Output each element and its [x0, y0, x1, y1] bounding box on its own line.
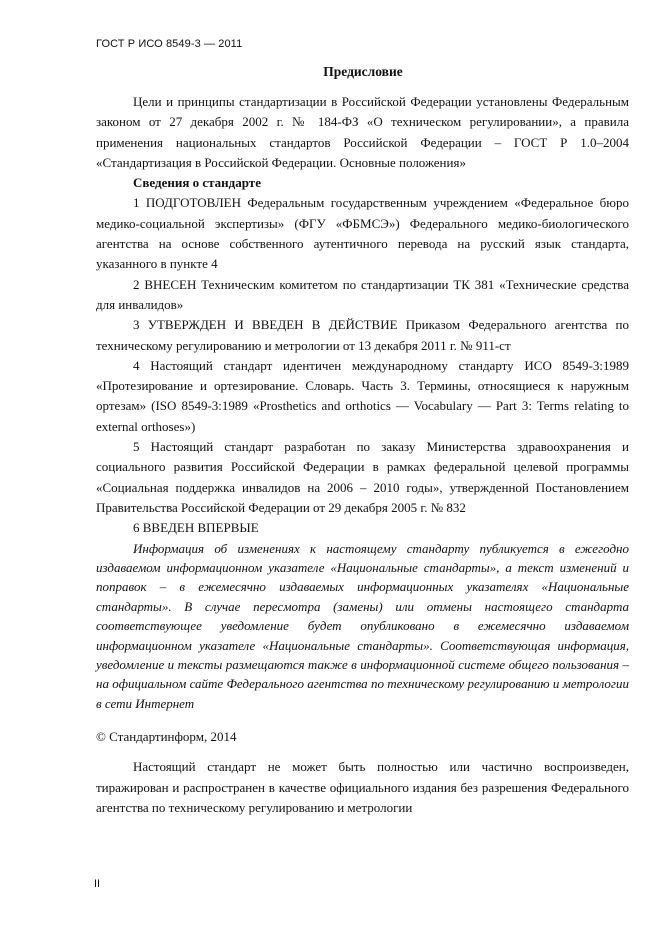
item-6-paragraph: 6 ВВЕДЕН ВПЕРВЫЕ — [133, 520, 259, 536]
copyright-line: © Стандартинформ, 2014 — [96, 729, 237, 745]
page-title — [0, 64, 662, 80]
intro-paragraph: Цели и принципы стандартизации в Российской Федерации установлены Федеральным законом от 27 декабря 2002 г. № 184-ФЗ «О техническом регулировании», а правила применения национальных стандартов Российской Федерации – ГОСТ Р 1.0–2004 «Стандартизация в Российской Федерации. Основные положения» — [96, 94, 629, 170]
item-2-paragraph: 2 ВНЕСЕН Техническим комитетом по стандартизации ТК 381 «Технические средства для инвалидов» — [96, 276, 629, 312]
section-heading: Сведения о стандарте — [133, 175, 261, 191]
document-header-id: ГОСТ Р ИСО 8549-3 — 2011 — [96, 38, 243, 50]
page-number: II — [94, 878, 101, 890]
reproduction-notice: Настоящий стандарт не может быть полностью или частично воспроизведен, тиражирован и распространен в качестве официального издания без разрешения Федерального агентства по техническому регулированию и метрологии — [96, 759, 629, 816]
page-title-text: Предисловие — [323, 64, 403, 79]
item-3-paragraph: 3 УТВЕРЖДЕН И ВВЕДЕН В ДЕЙСТВИЕ Приказом Федерального агентства по техническому регулированию и метрологии от 13 декабря 2011 г. № 911-ст — [96, 317, 629, 353]
document-body — [96, 92, 629, 818]
item-5-paragraph: 5 Настоящий стандарт разработан по заказу Министерства здравоохранения и социального развития Российской Федерации в рамках федеральной целевой программы «Социальная поддержка инвалидов на 2006 – 2010 годы», утвержденной Постановлением Правительства Российской Федерации от 29 декабря 2005 г. № 832 — [96, 439, 629, 515]
item-4-paragraph: 4 Настоящий стандарт идентичен международному стандарту ИСО 8549-3:1989 «Протезирование и ортезирование. Словарь. Часть 3. Термины, относящиеся к наружным ортезам» (ISO 8549-3:1989 «Prosthetics and orthotics — Vocabulary — Part 3: Terms relating to external orthoses») — [96, 357, 629, 434]
item-1-paragraph: 1 ПОДГОТОВЛЕН Федеральным государственным учреждением «Федеральное бюро медико-социальной экспертизы» (ФГУ «ФБМСЭ») Федерального медико-биологического агентства на основе собственного аутентичного перевода на русский язык стандарта, указанного в пункте 4 — [96, 195, 629, 272]
changes-notice: Информация об изменениях к настоящему стандарту публикуется в ежегодно издаваемом информационном указателе «Национальные стандарты», а текст изменений и поправок – в ежемесячно издаваемых информационных указателях «Национальные стандарты». В случае пересмотра (замены) или отмены настоящего стандарта соответствующее уведомление будет опубликовано в ежемесячно издаваемом информационном указателе «Национальные стандарты». Соответствующая информация, уведомление и тексты размещаются также в информационной системе общего пользования – на официальном сайте Федерального агентства по техническому регулированию и метрологии в сети Интернет — [96, 540, 629, 711]
